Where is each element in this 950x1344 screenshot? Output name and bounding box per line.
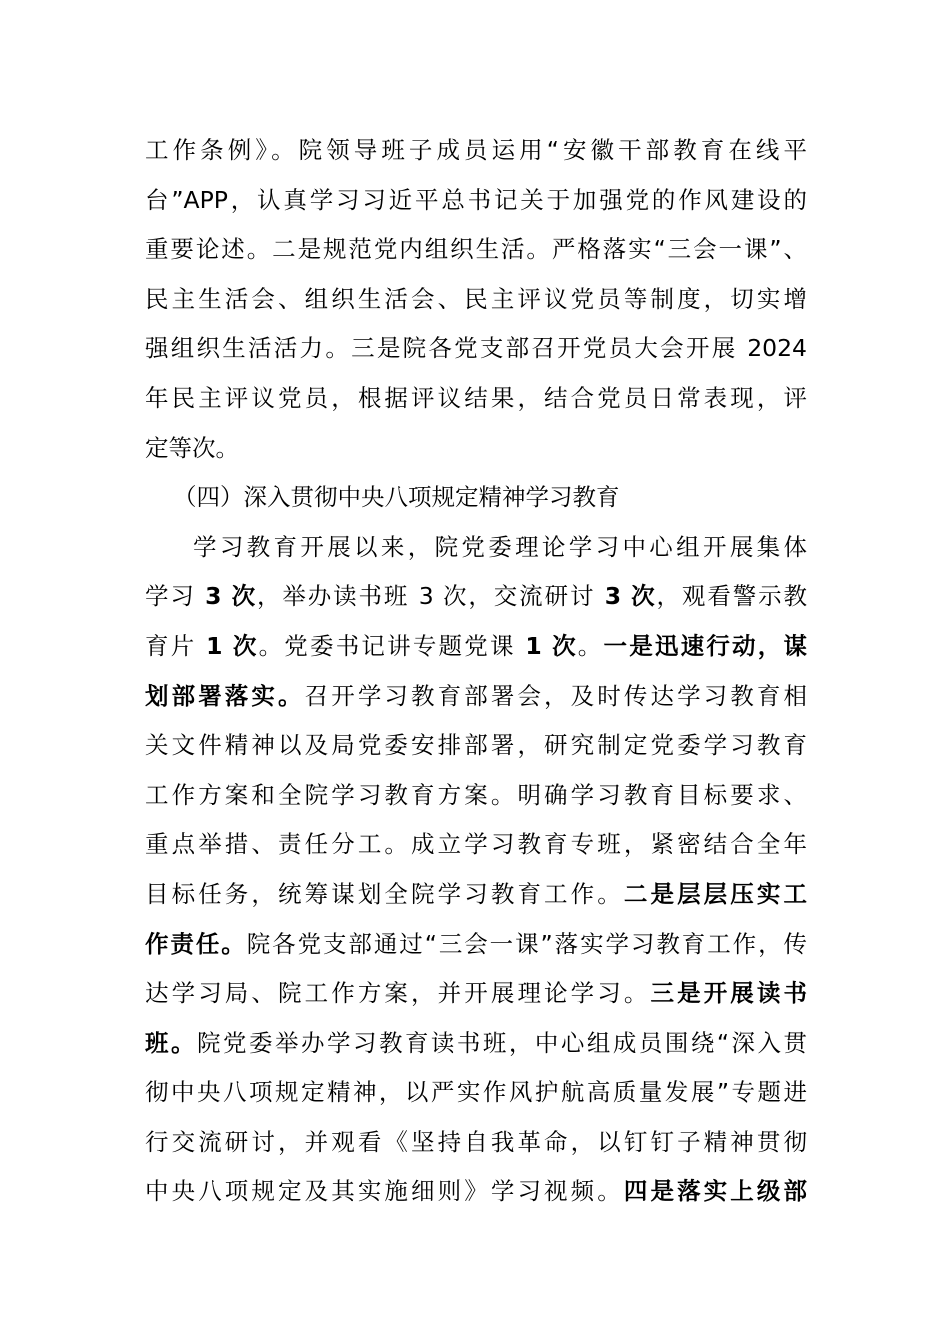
text-segment: 台”APP，认真学习习近平总书记关于加强党的作风建设的 — [145, 185, 807, 214]
bold-text: 1 次 — [206, 631, 259, 660]
text-segment: （四）深入贯彻中央八项规定精神学习教育 — [173, 483, 620, 512]
text-segment: 院各党支部通过“三会一课”落实学习教育工作，传 — [246, 929, 807, 958]
bold-text: 划部署落实。 — [145, 681, 305, 710]
text-line — [145, 820, 807, 870]
text-segment: 工作条例》。院领导班子成员运用“安徽干部教育在线平 — [145, 136, 807, 164]
text-segment: 学习教育开展以来，院党委理论学习中心组开展集体 — [193, 532, 807, 561]
text-segment: 中央八项规定及其实施细则》学习视频。 — [145, 1177, 624, 1206]
text-line — [145, 771, 807, 821]
bold-text: 3 次 — [604, 582, 657, 611]
text-line — [145, 1068, 807, 1118]
text-segment: 学习 — [145, 582, 206, 611]
text-line — [145, 1019, 807, 1069]
text-segment: ，举办读书班 3 次，交流研讨 — [256, 582, 605, 611]
text-line — [145, 176, 807, 226]
text-segment: 重点举措、责任分工。成立学习教育专班，紧密结合全年 — [145, 830, 807, 859]
text-segment: 定等次。 — [145, 433, 239, 462]
text-segment: ，观看警示教 — [656, 582, 807, 611]
bold-text: 一是迅速行动，谋 — [603, 631, 807, 660]
text-segment: 彻中央八项规定精神，以严实作风护航高质量发展”专题进 — [145, 1078, 807, 1107]
text-segment: 关文件精神以及局党委安排部署，研究制定党委学习教育 — [145, 731, 807, 760]
section-heading — [145, 473, 807, 523]
text-segment: 。党委书记讲专题党课 — [258, 631, 526, 660]
text-line — [145, 1167, 807, 1217]
text-segment: 。 — [577, 631, 604, 660]
bold-text: 1 次 — [525, 631, 578, 660]
text-line — [145, 622, 807, 672]
bold-text: 三是开展读书 — [650, 979, 808, 1008]
document-body — [145, 126, 807, 1217]
text-line — [145, 523, 807, 573]
text-segment: 重要论述。二是规范党内组织生活。严格落实“三会一课”、 — [145, 235, 807, 264]
text-line — [145, 721, 807, 771]
text-line — [145, 870, 807, 920]
text-segment: 院党委举办学习教育读书班，中心组成员围绕“深入贯 — [197, 1028, 808, 1057]
text-segment: 目标任务，统筹谋划全院学习教育工作。 — [145, 879, 624, 908]
text-line — [145, 672, 807, 722]
text-segment: 年民主评议党员，根据评议结果，结合党员日常表现，评 — [145, 383, 807, 412]
text-line — [145, 572, 807, 622]
bold-text: 四是落实上级部 — [623, 1177, 807, 1206]
bold-text: 3 次 — [205, 582, 257, 611]
text-line — [145, 969, 807, 1019]
text-line — [145, 920, 807, 970]
text-segment: 行交流研讨，并观看《坚持自我革命，以钉钉子精神贯彻 — [145, 1127, 807, 1156]
text-line — [145, 424, 807, 474]
bold-text: 班。 — [145, 1028, 197, 1057]
text-segment: 民主生活会、组织生活会、民主评议党员等制度，切实增 — [145, 284, 807, 313]
text-line — [145, 324, 807, 374]
text-segment: 达学习局、院工作方案，并开展理论学习。 — [145, 979, 651, 1008]
text-segment: 育片 — [145, 631, 207, 660]
bold-text: 作责任。 — [145, 929, 247, 958]
text-line — [145, 374, 807, 424]
text-segment: 召开学习教育部署会，及时传达学习教育相 — [304, 681, 807, 710]
text-line — [145, 1118, 807, 1168]
text-segment: 强组织生活活力。三是院各党支部召开党员大会开展 2024 — [145, 334, 807, 363]
text-segment: 工作方案和全院学习教育方案。明确学习教育目标要求、 — [145, 780, 807, 809]
bold-text: 二是层层压实工 — [623, 879, 807, 908]
text-line — [145, 225, 807, 275]
text-line — [145, 275, 807, 325]
text-line — [145, 126, 807, 176]
